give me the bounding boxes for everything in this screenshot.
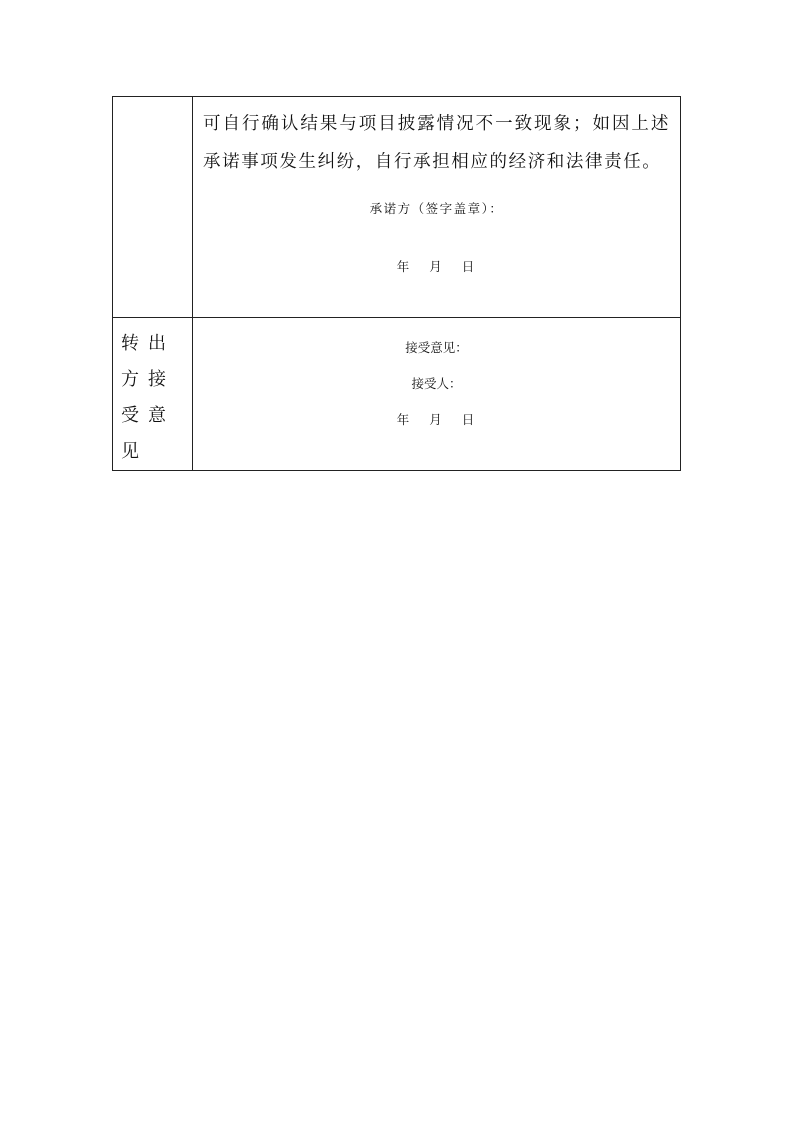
- month-label: 月: [429, 412, 444, 427]
- transfer-acceptance-label: 转出方接受意见: [113, 318, 193, 471]
- commitment-body: [203, 105, 670, 181]
- year-label: 年: [396, 259, 412, 274]
- day-label: 日: [461, 412, 477, 427]
- commitment-form-table: [112, 96, 681, 471]
- acceptance-opinion-label: 接受意见：: [405, 340, 468, 355]
- transfer-acceptance-row: [113, 318, 681, 471]
- transfer-acceptance-content-cell: [193, 318, 681, 471]
- commitment-label-cell: [113, 97, 193, 318]
- acceptance-date: [193, 410, 680, 428]
- commitment-content-cell: [193, 97, 681, 318]
- year-label: 年: [396, 412, 412, 427]
- signer-label: 承诺方（签字盖章）：: [369, 201, 504, 216]
- commitment-paragraph: 可自行确认结果与项目披露情况不一致现象；如因上述承诺事项发生纠纷，自行承担相应的经济和法律责任。: [203, 114, 670, 172]
- commitment-row: [113, 97, 681, 318]
- receiver-label: 接受人：: [411, 376, 462, 391]
- commitment-date: [193, 257, 680, 275]
- day-label: 日: [461, 259, 477, 274]
- month-label: 月: [429, 259, 444, 274]
